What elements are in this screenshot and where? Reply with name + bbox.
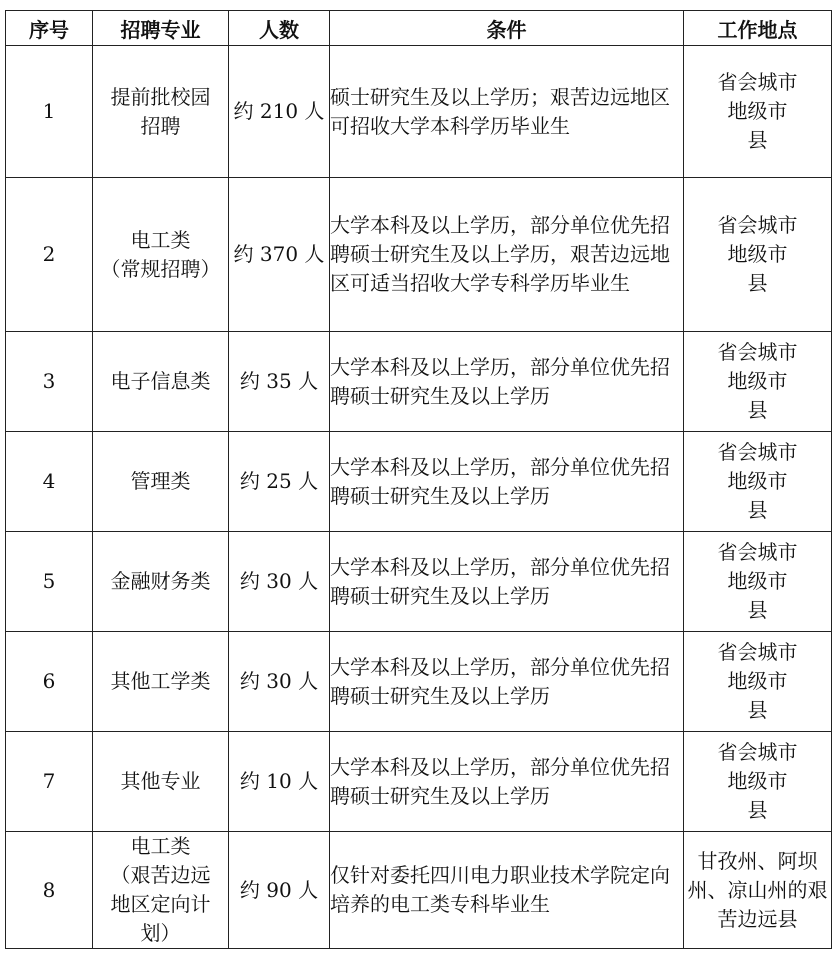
table-row [6, 632, 832, 732]
table-row [6, 832, 832, 949]
cell-no: 8 [6, 832, 93, 949]
cell-major: 其他专业 [93, 732, 229, 832]
cell-location: 省会城市 地级市 县 [684, 532, 832, 632]
cell-count: 约 25 人 [229, 432, 330, 532]
cell-count: 约 90 人 [229, 832, 330, 949]
table-row [6, 732, 832, 832]
cell-condition: 大学本科及以上学历，部分单位优先招聘硕士研究生及以上学历 [330, 632, 684, 732]
cell-no: 5 [6, 532, 93, 632]
table-row [6, 532, 832, 632]
cell-no: 3 [6, 332, 93, 432]
cell-count: 约 30 人 [229, 632, 330, 732]
cell-count: 约 370 人 [229, 178, 330, 332]
cell-location: 省会城市 地级市 县 [684, 332, 832, 432]
header-major: 招聘专业 [93, 11, 229, 46]
cell-count: 约 30 人 [229, 532, 330, 632]
header-condition: 条件 [330, 11, 684, 46]
cell-no: 6 [6, 632, 93, 732]
header-no: 序号 [6, 11, 93, 46]
cell-major: 金融财务类 [93, 532, 229, 632]
cell-major: 电子信息类 [93, 332, 229, 432]
cell-major: 管理类 [93, 432, 229, 532]
cell-condition: 大学本科及以上学历，部分单位优先招聘硕士研究生及以上学历 [330, 432, 684, 532]
cell-major: 电工类 （常规招聘） [93, 178, 229, 332]
cell-location: 省会城市 地级市 县 [684, 178, 832, 332]
cell-condition: 硕士研究生及以上学历；艰苦边远地区可招收大学本科学历毕业生 [330, 46, 684, 178]
table-row [6, 432, 832, 532]
cell-no: 1 [6, 46, 93, 178]
cell-major: 其他工学类 [93, 632, 229, 732]
table-row [6, 46, 832, 178]
cell-count: 约 10 人 [229, 732, 330, 832]
table-header-row [6, 11, 832, 46]
cell-count: 约 35 人 [229, 332, 330, 432]
cell-location: 甘孜州、阿坝州、凉山州的艰苦边远县 [684, 832, 832, 949]
header-count: 人数 [229, 11, 330, 46]
table-row [6, 178, 832, 332]
table-row [6, 332, 832, 432]
cell-condition: 大学本科及以上学历，部分单位优先招聘硕士研究生及以上学历 [330, 332, 684, 432]
cell-condition: 仅针对委托四川电力职业技术学院定向培养的电工类专科毕业生 [330, 832, 684, 949]
cell-no: 7 [6, 732, 93, 832]
cell-location: 省会城市 地级市 县 [684, 46, 832, 178]
cell-major: 提前批校园 招聘 [93, 46, 229, 178]
cell-location: 省会城市 地级市 县 [684, 432, 832, 532]
cell-no: 2 [6, 178, 93, 332]
cell-location: 省会城市 地级市 县 [684, 732, 832, 832]
cell-location: 省会城市 地级市 县 [684, 632, 832, 732]
cell-count: 约 210 人 [229, 46, 330, 178]
recruitment-table [5, 10, 832, 949]
cell-condition: 大学本科及以上学历，部分单位优先招聘硕士研究生及以上学历，艰苦边远地区可适当招收大学专科学历毕业生 [330, 178, 684, 332]
cell-no: 4 [6, 432, 93, 532]
cell-major: 电工类 （艰苦边远 地区定向计 划） [93, 832, 229, 949]
header-location: 工作地点 [684, 11, 832, 46]
cell-condition: 大学本科及以上学历，部分单位优先招聘硕士研究生及以上学历 [330, 732, 684, 832]
cell-condition: 大学本科及以上学历，部分单位优先招聘硕士研究生及以上学历 [330, 532, 684, 632]
